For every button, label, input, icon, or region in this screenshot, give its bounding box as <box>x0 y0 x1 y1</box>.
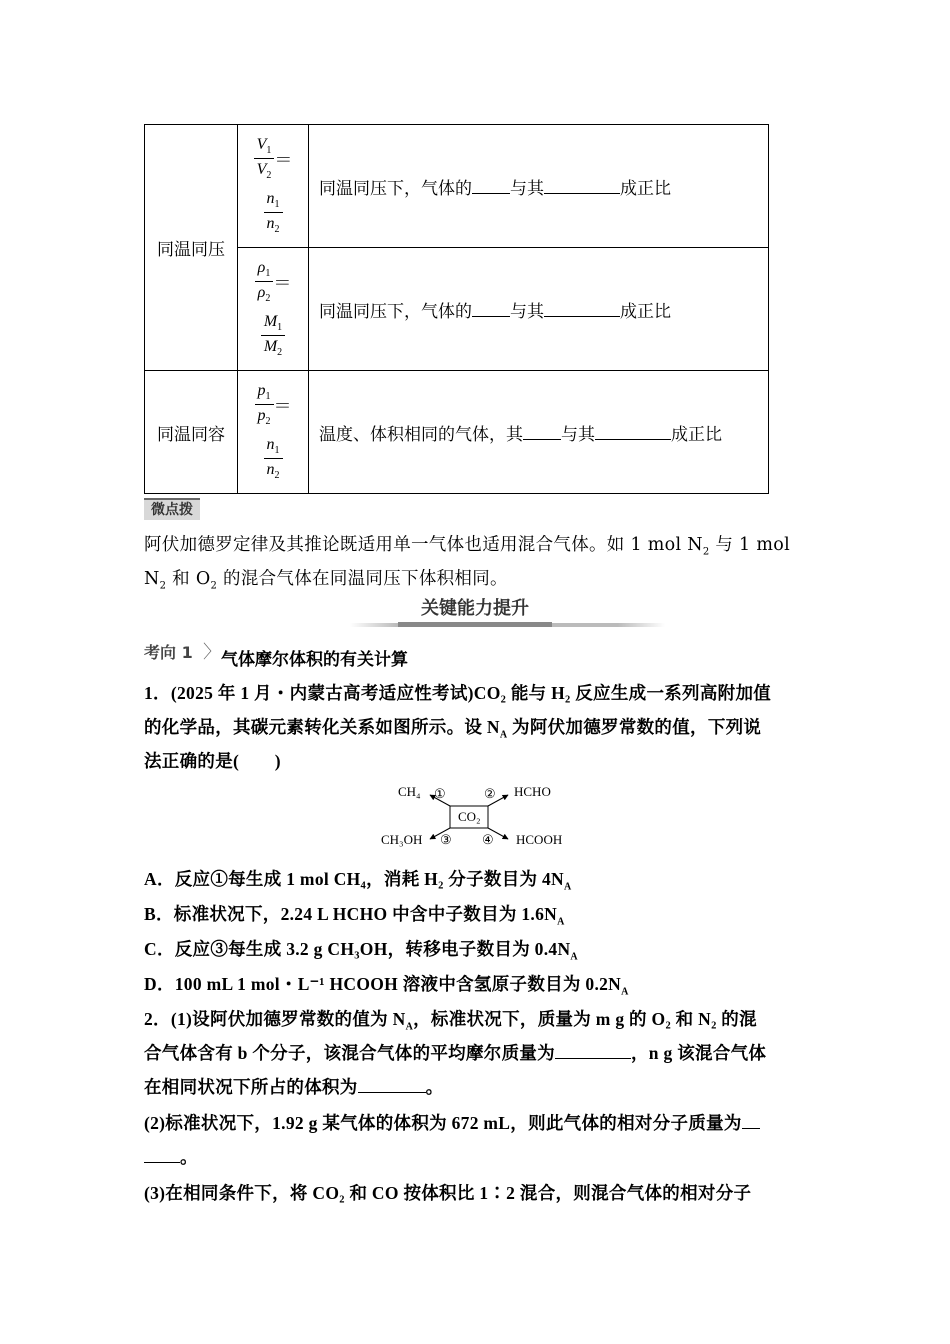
question-2-line: (2)标准状况下，1.92 g 某气体的体积为 672 mL，则此气体的相对分子质量为 <box>144 1110 760 1135</box>
tip-text-line: $N_2$ 和 $O_2$ 的混合气体在同温同压下体积相同。 <box>144 569 508 592</box>
answer-blank[interactable] <box>544 175 620 194</box>
question-2-line: (3)在相同条件下，将 CO₂ 和 CO 按体积比 1∶2 混合，则混合气体的相对分子 <box>144 1183 752 1203</box>
question-2-line: 在相同状况下所占的体积为 。 <box>144 1074 443 1099</box>
question-1-line: 的化学品，其碳元素转化关系如图所示。设 $N_A$ 为阿伏加德罗常数的值，下列说 <box>144 717 762 741</box>
step-4-marker: ④ <box>482 832 494 847</box>
formula-cell: $\frac{p_1}{p_2}$ ＝ $\frac{n_1}{n_2}$ <box>238 371 309 494</box>
tip-badge: 微点拨 <box>144 498 200 520</box>
co2-label: CO₂ <box>458 809 481 824</box>
fraction: $\frac{V_1}{V_2}$ <box>254 137 275 181</box>
fraction: $\frac{n_1}{n_2}$ <box>264 191 283 235</box>
fraction: $\frac{\rho_1}{\rho_2}$ <box>255 260 274 304</box>
answer-blank[interactable] <box>544 298 620 317</box>
chevron-right-icon: 〉 <box>203 642 221 663</box>
direction-label: 考向 1 <box>144 643 193 662</box>
fraction: $\frac{p_1}{p_2}$ <box>255 383 274 427</box>
answer-blank[interactable] <box>742 1110 760 1129</box>
step-1-marker: ① <box>434 786 446 801</box>
condition-cell <box>145 125 238 371</box>
question-2-line: 合气体含有 b 个分子，该混合气体的平均摩尔质量为 ，n g 该混合气体 <box>144 1040 766 1065</box>
table-row <box>145 371 769 494</box>
option-b[interactable]: B．标准状况下，2.24 L HCHO 中含中子数目为 $1.6N_A$ <box>144 904 565 928</box>
answer-blank[interactable] <box>555 1040 631 1059</box>
question-2-line: 。 <box>144 1144 198 1169</box>
table-row <box>145 248 769 371</box>
question-1-line: 1．(2025 年 1 月・内蒙古高考适应性考试)CO₂ 能与 H₂ 反应生成一系列高附加值 <box>144 683 772 703</box>
fraction: $\frac{M_1}{M_2}$ <box>261 314 285 358</box>
condition-label: 同温同容 <box>157 424 225 445</box>
step-3-marker: ③ <box>440 832 452 847</box>
tip-text-line: 阿伏加德罗定律及其推论既适用单一气体也适用混合气体。如 1 mol $N_2$ 与 1 mol <box>144 535 790 558</box>
hcooh-label: HCOOH <box>516 832 563 847</box>
condition-label: 同温同压 <box>157 240 225 260</box>
hcho-label: HCHO <box>514 784 551 799</box>
answer-blank[interactable] <box>144 1144 180 1163</box>
question-1-line: 法正确的是( ) <box>144 751 281 771</box>
description-cell: 同温同压下，气体的 与其 成正比 <box>309 125 769 248</box>
direction-title: 气体摩尔体积的有关计算 <box>221 650 408 670</box>
ch3oh-label: CH₃OH <box>381 832 423 847</box>
question-2-line: 2．(1)设阿伏加德罗常数的值为 $N_A$，标准状况下，质量为 m g 的 O₂ 和 N₂ 的混 <box>144 1009 757 1033</box>
option-c[interactable]: C．反应③每生成 3.2 g CH₃OH，转移电子数目为 $0.4N_A$ <box>144 939 578 963</box>
fraction: $\frac{n_1}{n_2}$ <box>264 437 283 481</box>
answer-blank[interactable] <box>472 175 510 194</box>
answer-blank[interactable] <box>523 421 561 440</box>
description-cell: 温度、体积相同的气体，其 与其 成正比 <box>309 371 769 494</box>
avogadro-law-table <box>144 124 769 494</box>
option-a[interactable]: A．反应①每生成 1 mol CH₄，消耗 H₂ 分子数目为 $4N_A$ <box>144 869 572 893</box>
option-d[interactable]: D．100 mL 1 mol・L⁻¹ HCOOH 溶液中含氢原子数目为 $0.2N_A$ <box>144 974 629 998</box>
answer-blank[interactable] <box>472 298 510 317</box>
table-row <box>145 125 769 248</box>
carbon-conversion-diagram <box>376 778 576 850</box>
section-title: 关键能力提升 <box>421 598 529 619</box>
condition-cell <box>145 371 238 494</box>
step-2-marker: ② <box>484 786 496 801</box>
answer-blank[interactable] <box>595 421 671 440</box>
formula-cell: $\frac{V_1}{V_2}$ ＝ $\frac{n_1}{n_2}$ <box>238 125 309 248</box>
answer-blank[interactable] <box>358 1074 426 1093</box>
ch4-label: CH₄ <box>398 784 421 799</box>
formula-cell: $\frac{\rho_1}{\rho_2}$ ＝ $\frac{M_1}{M_2}$ <box>238 248 309 371</box>
description-cell: 同温同压下，气体的 与其 成正比 <box>309 248 769 371</box>
